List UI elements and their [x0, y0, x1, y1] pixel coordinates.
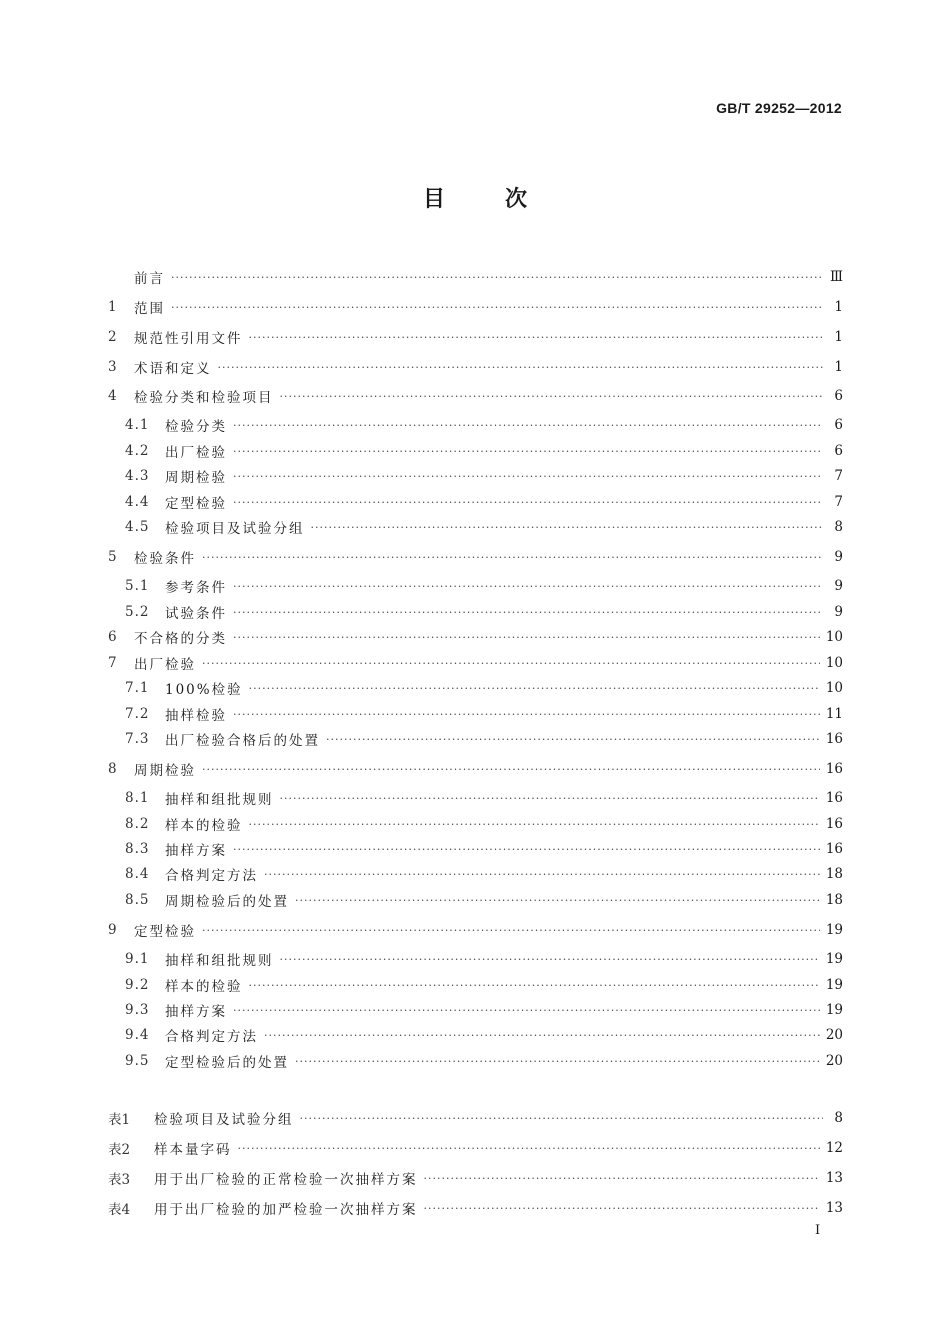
toc-entry-label: 前言	[134, 271, 165, 287]
toc-entry-label: 检验项目及试验分组	[165, 521, 305, 537]
toc-entry[interactable]	[108, 838, 843, 860]
toc-entry-number: 5	[108, 549, 117, 565]
toc-entry-label: 周期检验后的处置	[165, 894, 289, 910]
toc-entry-number: 8.2	[125, 816, 150, 832]
toc-entry-page: 13	[825, 1170, 843, 1186]
toc-entry-number: 表1	[108, 1112, 131, 1128]
toc-leader-dots	[233, 1004, 820, 1017]
toc-entry-page: 6	[834, 443, 843, 459]
toc-leader-dots	[424, 1202, 820, 1215]
toc-entry-page: 18	[825, 892, 843, 908]
toc-entry-page: 7	[834, 468, 843, 484]
toc-entry-label: 参考条件	[165, 580, 227, 596]
toc-entry-label: 抽样和组批规则	[165, 792, 274, 808]
toc-entry-label: 检验分类	[165, 419, 227, 435]
toc-entry[interactable]	[108, 465, 843, 487]
toc-entry[interactable]	[108, 677, 843, 699]
toc-entry-page: 16	[825, 816, 843, 832]
toc-entry-number: 4.3	[125, 468, 150, 484]
toc-leader-dots	[326, 733, 820, 746]
toc-entry[interactable]	[108, 356, 843, 378]
toc-leader-dots	[202, 551, 823, 564]
toc-entry-page: Ⅲ	[829, 269, 843, 285]
toc-entry-number: 表2	[108, 1142, 131, 1158]
toc-entry-page: 10	[825, 680, 843, 696]
toc-entry[interactable]	[108, 626, 843, 648]
toc-entry-label: 术语和定义	[134, 361, 212, 377]
toc-leader-dots	[233, 445, 823, 458]
toc-entry-label: 抽样检验	[165, 708, 227, 724]
toc-entry-label: 试验条件	[165, 606, 227, 622]
toc-leader-dots	[202, 763, 820, 776]
toc-entry[interactable]	[108, 414, 843, 436]
toc-leader-dots	[280, 953, 820, 966]
toc-entry-page: 1	[834, 299, 843, 315]
toc-entry[interactable]	[108, 516, 843, 538]
toc-leader-dots	[233, 470, 823, 483]
toc-entry[interactable]	[108, 728, 843, 750]
standard-code: GB/T 29252—2012	[716, 100, 842, 116]
toc-leader-dots	[202, 924, 820, 937]
toc-leader-dots	[233, 580, 823, 593]
toc-entry-number: 5.2	[125, 604, 150, 620]
toc-leader-dots	[295, 1055, 820, 1068]
toc-entry[interactable]	[108, 652, 843, 674]
toc-entry-label: 不合格的分类	[134, 631, 227, 647]
toc-entry-number: 4	[108, 388, 117, 404]
toc-entry-number: 8.3	[125, 841, 150, 857]
toc-entry-page: 20	[825, 1027, 843, 1043]
toc-entry-label: 出厂检验	[134, 657, 196, 673]
toc-entry[interactable]	[108, 919, 843, 941]
toc-entry[interactable]	[108, 703, 843, 725]
toc-leader-dots	[233, 419, 823, 432]
toc-entry-label: 规范性引用文件	[134, 331, 243, 347]
toc-entry-page: 16	[825, 761, 843, 777]
title-char-1: 目	[422, 187, 445, 212]
toc-leader-dots	[264, 1029, 820, 1042]
toc-entry-page: 19	[825, 1002, 843, 1018]
toc-entry-page: 20	[825, 1053, 843, 1069]
toc-entry-page: 10	[825, 629, 843, 645]
toc-entry-number: 9	[108, 922, 117, 938]
page-title	[0, 182, 950, 213]
toc-entry-page: 12	[825, 1140, 843, 1156]
toc-entry-page: 16	[825, 841, 843, 857]
toc-entry-number: 6	[108, 629, 117, 645]
toc-entry-label: 范围	[134, 301, 165, 317]
toc-entry-page: 9	[834, 604, 843, 620]
toc-entry-label: 周期检验	[134, 763, 196, 779]
toc-entry-number: 4.2	[125, 443, 150, 459]
toc-leader-dots	[233, 496, 823, 509]
toc-entry-number: 9.1	[125, 951, 150, 967]
toc-entry[interactable]	[108, 889, 843, 911]
toc-entry-label: 出厂检验合格后的处置	[165, 733, 320, 749]
toc-entry-label: 检验分类和检验项目	[134, 390, 274, 406]
toc-leader-dots	[311, 521, 824, 534]
toc-entry-page: 13	[825, 1200, 843, 1216]
toc-entry[interactable]	[108, 787, 843, 809]
toc-entry[interactable]	[108, 758, 843, 780]
toc-entry-page: 8	[834, 519, 843, 535]
toc-entry-number: 7.3	[125, 731, 150, 747]
toc-entry-page: 7	[834, 494, 843, 510]
toc-entry[interactable]	[108, 601, 843, 623]
toc-entry[interactable]	[108, 999, 843, 1021]
toc-entry-label: 抽样方案	[165, 843, 227, 859]
toc-entry[interactable]	[108, 440, 843, 462]
toc-leader-dots	[171, 301, 823, 314]
toc-entry-page: 9	[834, 549, 843, 565]
toc-leader-dots	[300, 1112, 824, 1125]
toc-entry-label: 100%检验	[165, 682, 243, 698]
toc-leader-dots	[171, 271, 823, 284]
toc-entry-label: 样本的检验	[165, 979, 243, 995]
toc-entry-number: 8	[108, 761, 117, 777]
toc-leader-dots	[249, 979, 820, 992]
page-number: I	[815, 1223, 821, 1238]
toc-leader-dots	[238, 1142, 820, 1155]
toc-entry[interactable]	[108, 575, 843, 597]
toc-leader-dots	[280, 792, 820, 805]
toc-entry-number: 7.2	[125, 706, 150, 722]
toc-entry-label: 周期检验	[165, 470, 227, 486]
toc-leader-dots	[295, 894, 820, 907]
toc-entry[interactable]	[108, 326, 843, 348]
toc-entry-label: 用于出厂检验的加严检验一次抽样方案	[154, 1202, 418, 1218]
toc-entry[interactable]	[108, 491, 843, 513]
toc-leader-dots	[202, 657, 820, 670]
toc-entry-label: 抽样和组批规则	[165, 953, 274, 969]
toc-entry[interactable]	[108, 948, 843, 970]
toc-entry-number: 9.5	[125, 1053, 150, 1069]
toc-entry-label: 抽样方案	[165, 1004, 227, 1020]
toc-entry-page: 16	[825, 731, 843, 747]
toc-leader-dots	[249, 682, 820, 695]
toc-leader-dots	[233, 708, 820, 721]
toc-entry[interactable]	[108, 1050, 843, 1072]
toc-entry[interactable]	[108, 266, 843, 288]
toc-entry-page: 6	[834, 388, 843, 404]
toc-leader-dots	[424, 1172, 820, 1185]
toc-entry[interactable]	[108, 385, 843, 407]
toc-entry-page: 16	[825, 790, 843, 806]
toc-entry[interactable]	[108, 974, 843, 996]
toc-entry-number: 表3	[108, 1172, 131, 1188]
toc-entry-label: 样本量字码	[154, 1142, 232, 1158]
toc-entry-label: 检验条件	[134, 551, 196, 567]
toc-entry-number: 9.2	[125, 977, 150, 993]
toc-leader-dots	[249, 331, 824, 344]
toc-entry-page: 19	[825, 922, 843, 938]
toc-entry[interactable]	[108, 546, 843, 568]
toc-entry[interactable]	[108, 863, 843, 885]
toc-entry[interactable]	[108, 296, 843, 318]
toc-entry[interactable]	[108, 1197, 843, 1219]
toc-entry-number: 7	[108, 655, 117, 671]
toc-entry[interactable]	[108, 1137, 843, 1159]
toc-entry[interactable]	[108, 1167, 843, 1189]
toc-entry-number: 3	[108, 359, 117, 375]
toc-entry-label: 定型检验后的处置	[165, 1055, 289, 1071]
toc-entry-page: 1	[834, 359, 843, 375]
toc-leader-dots	[264, 868, 820, 881]
toc-entry[interactable]	[108, 1024, 843, 1046]
toc-leader-dots	[233, 843, 820, 856]
toc-entry-number: 4.1	[125, 417, 150, 433]
toc-entry-page: 11	[825, 706, 843, 722]
toc-leader-dots	[233, 606, 823, 619]
toc-entry-label: 用于出厂检验的正常检验一次抽样方案	[154, 1172, 418, 1188]
toc-entry-label: 样本的检验	[165, 818, 243, 834]
toc-entry-page: 9	[834, 578, 843, 594]
toc-entry-number: 8.4	[125, 866, 150, 882]
toc-entry-page: 6	[834, 417, 843, 433]
toc-entry-label: 定型检验	[134, 924, 196, 940]
toc-entry[interactable]	[108, 813, 843, 835]
toc-entry-number: 8.5	[125, 892, 150, 908]
toc-entry-number: 表4	[108, 1202, 131, 1218]
toc-entry-page: 19	[825, 977, 843, 993]
toc-leader-dots	[218, 361, 824, 374]
toc-entry-number: 9.3	[125, 1002, 150, 1018]
toc-entry-page: 19	[825, 951, 843, 967]
toc-entry-number: 8.1	[125, 790, 150, 806]
toc-entry[interactable]	[108, 1107, 843, 1129]
toc-leader-dots	[280, 390, 824, 403]
toc-leader-dots	[249, 818, 820, 831]
toc-entry-label: 检验项目及试验分组	[154, 1112, 294, 1128]
title-char-2: 次	[505, 187, 528, 212]
toc-entry-label: 合格判定方法	[165, 868, 258, 884]
toc-entry-page: 18	[825, 866, 843, 882]
toc-leader-dots	[233, 631, 820, 644]
toc-entry-label: 出厂检验	[165, 445, 227, 461]
toc-entry-label: 合格判定方法	[165, 1029, 258, 1045]
toc-entry-number: 7.1	[125, 680, 150, 696]
toc-entry-page: 1	[834, 329, 843, 345]
toc-entry-number: 9.4	[125, 1027, 150, 1043]
toc-entry-number: 4.4	[125, 494, 150, 510]
toc-entry-number: 5.1	[125, 578, 150, 594]
toc-entry-number: 4.5	[125, 519, 150, 535]
toc-entry-number: 2	[108, 329, 117, 345]
toc-entry-page: 10	[825, 655, 843, 671]
toc-entry-number: 1	[108, 299, 117, 315]
toc-entry-page: 8	[834, 1110, 843, 1126]
toc-entry-label: 定型检验	[165, 496, 227, 512]
